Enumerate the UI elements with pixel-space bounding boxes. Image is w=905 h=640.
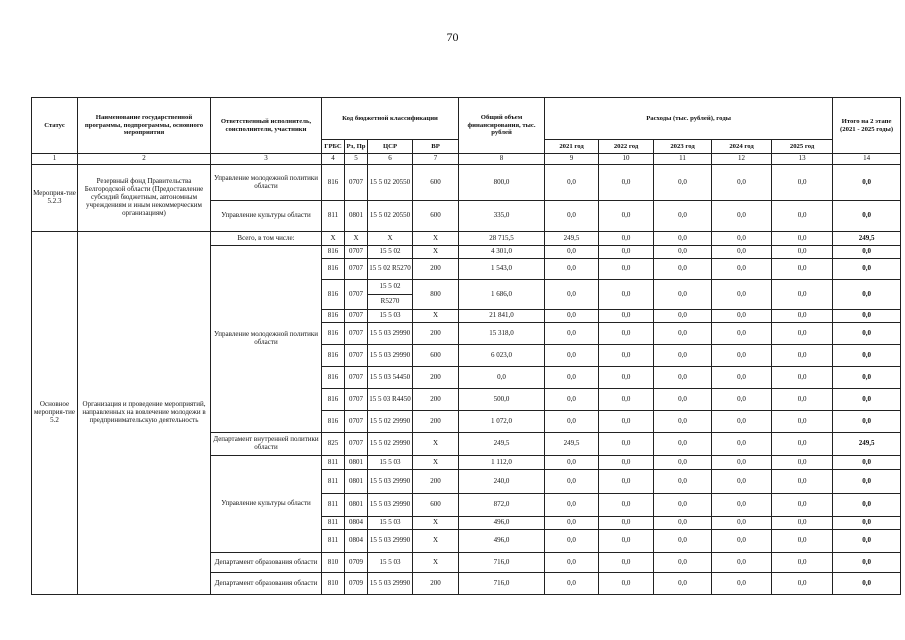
- year-2022-cell: 0,0: [599, 411, 654, 433]
- grbs-cell: 811: [322, 494, 345, 517]
- grbs-cell: 816: [322, 165, 345, 201]
- table-row: [32, 232, 901, 246]
- year-2025-cell: 0,0: [772, 456, 833, 470]
- total-cell: 4 301,0: [459, 246, 545, 259]
- year-2021-cell: 0,0: [545, 280, 599, 310]
- grbs-cell: 816: [322, 259, 345, 280]
- grbs-cell: 816: [322, 411, 345, 433]
- vr-cell: Х: [413, 433, 459, 456]
- year-2023-cell: 0,0: [654, 517, 712, 530]
- year-2023-cell: 0,0: [654, 259, 712, 280]
- rzpr-cell: 0707: [345, 433, 368, 456]
- year-2022-cell: 0,0: [599, 345, 654, 367]
- year-2023-cell: 0,0: [654, 165, 712, 201]
- header-2024: 2024 год: [712, 140, 772, 154]
- year-2025-cell: 0,0: [772, 553, 833, 573]
- year-2023-cell: 0,0: [654, 494, 712, 517]
- year-2021-cell: 0,0: [545, 411, 599, 433]
- vr-cell: 600: [413, 494, 459, 517]
- grbs-cell: 811: [322, 201, 345, 232]
- vr-cell: 200: [413, 411, 459, 433]
- csr-cell: 15 5 03 R4450: [368, 389, 413, 411]
- year-2024-cell: 0,0: [712, 201, 772, 232]
- itogo-cell: 0,0: [833, 310, 901, 323]
- year-2021-cell: 249,5: [545, 433, 599, 456]
- year-2024-cell: 0,0: [712, 232, 772, 246]
- year-2024-cell: 0,0: [712, 411, 772, 433]
- itogo-cell: 0,0: [833, 456, 901, 470]
- year-2025-cell: 0,0: [772, 389, 833, 411]
- year-2025-cell: 0,0: [772, 201, 833, 232]
- rzpr-cell: 0707: [345, 389, 368, 411]
- rzpr-cell: 0707: [345, 259, 368, 280]
- total-cell: 800,0: [459, 165, 545, 201]
- year-2021-cell: 0,0: [545, 201, 599, 232]
- header-itogo: Итого на 2 этапе (2021 - 2025 годы): [833, 98, 901, 154]
- year-2022-cell: 0,0: [599, 165, 654, 201]
- year-2021-cell: 0,0: [545, 573, 599, 595]
- rzpr-cell: 0707: [345, 367, 368, 389]
- itogo-cell: 0,0: [833, 389, 901, 411]
- year-2021-cell: 249,5: [545, 232, 599, 246]
- year-2022-cell: 0,0: [599, 573, 654, 595]
- total-cell: 240,0: [459, 470, 545, 494]
- total-cell: 1 072,0: [459, 411, 545, 433]
- rzpr-cell: 0801: [345, 494, 368, 517]
- year-2025-cell: 0,0: [772, 517, 833, 530]
- rzpr-cell: Х: [345, 232, 368, 246]
- column-number: 5: [345, 154, 368, 165]
- total-cell: 1 112,0: [459, 456, 545, 470]
- year-2021-cell: 0,0: [545, 517, 599, 530]
- column-number: 8: [459, 154, 545, 165]
- column-number: 12: [712, 154, 772, 165]
- vr-cell: Х: [413, 530, 459, 553]
- column-number: 1: [32, 154, 78, 165]
- year-2025-cell: 0,0: [772, 433, 833, 456]
- year-2023-cell: 0,0: [654, 201, 712, 232]
- itogo-cell: 0,0: [833, 494, 901, 517]
- program-name-cell: Резервный фонд Правительства Белгородской области (Предоставление субсидий бюджетным, автономным учреждениям и иным некоммерческим организациям): [78, 165, 211, 232]
- year-2024-cell: 0,0: [712, 456, 772, 470]
- total-cell: 21 841,0: [459, 310, 545, 323]
- year-2025-cell: 0,0: [772, 310, 833, 323]
- rzpr-cell: 0707: [345, 280, 368, 310]
- itogo-cell: 0,0: [833, 246, 901, 259]
- year-2021-cell: 0,0: [545, 530, 599, 553]
- csr-cell: 15 5 03 29990: [368, 345, 413, 367]
- year-2021-cell: 0,0: [545, 165, 599, 201]
- csr-cell: 15 5 02 R5270: [368, 259, 413, 280]
- table-row: [32, 165, 901, 201]
- year-2024-cell: 0,0: [712, 433, 772, 456]
- itogo-cell: 0,0: [833, 165, 901, 201]
- year-2024-cell: 0,0: [712, 165, 772, 201]
- csr-cell: R5270: [368, 295, 413, 310]
- csr-cell: 15 5 03 29990: [368, 323, 413, 345]
- vr-cell: 600: [413, 201, 459, 232]
- grbs-cell: 811: [322, 470, 345, 494]
- year-2023-cell: 0,0: [654, 232, 712, 246]
- year-2022-cell: 0,0: [599, 517, 654, 530]
- grbs-cell: 811: [322, 517, 345, 530]
- year-2022-cell: 0,0: [599, 323, 654, 345]
- csr-cell: 15 5 03: [368, 517, 413, 530]
- csr-cell: 15 5 03 54450: [368, 367, 413, 389]
- header-expenses: Расходы (тыс. рублей), годы: [545, 98, 833, 140]
- vr-cell: 200: [413, 259, 459, 280]
- header-total-volume: Общий объем финансирования, тыс. рублей: [459, 98, 545, 154]
- year-2024-cell: 0,0: [712, 259, 772, 280]
- total-cell: 496,0: [459, 530, 545, 553]
- year-2024-cell: 0,0: [712, 389, 772, 411]
- responsible-cell: Департамент внутренней политики области: [211, 433, 322, 456]
- column-number: 10: [599, 154, 654, 165]
- status-cell: Мероприя-тие 5.2.3: [32, 165, 78, 232]
- responsible-cell: Департамент образования области: [211, 553, 322, 573]
- itogo-cell: 0,0: [833, 259, 901, 280]
- year-2024-cell: 0,0: [712, 573, 772, 595]
- year-2024-cell: 0,0: [712, 494, 772, 517]
- grbs-cell: 816: [322, 280, 345, 310]
- rzpr-cell: 0801: [345, 201, 368, 232]
- csr-cell: 15 5 02 29990: [368, 433, 413, 456]
- csr-cell: 15 5 02 20550: [368, 165, 413, 201]
- total-cell: 872,0: [459, 494, 545, 517]
- year-2021-cell: 0,0: [545, 389, 599, 411]
- responsible-cell: Управление культуры области: [211, 456, 322, 553]
- grbs-cell: 816: [322, 389, 345, 411]
- csr-cell: 15 5 02: [368, 246, 413, 259]
- budget-table: [31, 97, 901, 595]
- itogo-cell: 0,0: [833, 323, 901, 345]
- column-number: 2: [78, 154, 211, 165]
- column-number: 14: [833, 154, 901, 165]
- year-2021-cell: 0,0: [545, 323, 599, 345]
- year-2025-cell: 0,0: [772, 530, 833, 553]
- itogo-cell: 0,0: [833, 573, 901, 595]
- year-2022-cell: 0,0: [599, 456, 654, 470]
- year-2023-cell: 0,0: [654, 323, 712, 345]
- year-2022-cell: 0,0: [599, 246, 654, 259]
- year-2023-cell: 0,0: [654, 389, 712, 411]
- year-2025-cell: 0,0: [772, 259, 833, 280]
- year-2021-cell: 0,0: [545, 456, 599, 470]
- header-2025: 2025 год: [772, 140, 833, 154]
- vr-cell: 600: [413, 345, 459, 367]
- responsible-cell: Управление молодежной политики области: [211, 246, 322, 433]
- year-2021-cell: 0,0: [545, 553, 599, 573]
- rzpr-cell: 0709: [345, 573, 368, 595]
- year-2021-cell: 0,0: [545, 367, 599, 389]
- itogo-cell: 0,0: [833, 411, 901, 433]
- csr-cell: 15 5 02 20550: [368, 201, 413, 232]
- year-2022-cell: 0,0: [599, 259, 654, 280]
- itogo-cell: 0,0: [833, 530, 901, 553]
- year-2023-cell: 0,0: [654, 573, 712, 595]
- year-2025-cell: 0,0: [772, 470, 833, 494]
- vr-cell: Х: [413, 517, 459, 530]
- year-2025-cell: 0,0: [772, 345, 833, 367]
- year-2025-cell: 0,0: [772, 494, 833, 517]
- vr-cell: 600: [413, 165, 459, 201]
- csr-cell: 15 5 03 29990: [368, 494, 413, 517]
- header-rzpr: Рз, Пр: [345, 140, 368, 154]
- year-2024-cell: 0,0: [712, 367, 772, 389]
- rzpr-cell: 0801: [345, 456, 368, 470]
- year-2023-cell: 0,0: [654, 470, 712, 494]
- total-cell: 15 318,0: [459, 323, 545, 345]
- year-2022-cell: 0,0: [599, 433, 654, 456]
- responsible-cell: Всего, в том числе:: [211, 232, 322, 246]
- rzpr-cell: 0707: [345, 323, 368, 345]
- header-responsible: Ответственный исполнитель, соисполнители, участники: [211, 98, 322, 154]
- status-cell: Основное мероприя-тие 5.2: [32, 232, 78, 595]
- year-2023-cell: 0,0: [654, 310, 712, 323]
- grbs-cell: 816: [322, 345, 345, 367]
- itogo-cell: 0,0: [833, 367, 901, 389]
- vr-cell: 200: [413, 367, 459, 389]
- header-2022: 2022 год: [599, 140, 654, 154]
- rzpr-cell: 0707: [345, 345, 368, 367]
- year-2023-cell: 0,0: [654, 280, 712, 310]
- column-number: 3: [211, 154, 322, 165]
- header-2021: 2021 год: [545, 140, 599, 154]
- responsible-cell: Департамент образования области: [211, 573, 322, 595]
- grbs-cell: 816: [322, 246, 345, 259]
- rzpr-cell: 0804: [345, 517, 368, 530]
- csr-cell: 15 5 03: [368, 310, 413, 323]
- year-2022-cell: 0,0: [599, 494, 654, 517]
- total-cell: 249,5: [459, 433, 545, 456]
- year-2025-cell: 0,0: [772, 165, 833, 201]
- year-2022-cell: 0,0: [599, 530, 654, 553]
- column-number: 6: [368, 154, 413, 165]
- year-2025-cell: 0,0: [772, 246, 833, 259]
- year-2025-cell: 0,0: [772, 367, 833, 389]
- year-2024-cell: 0,0: [712, 246, 772, 259]
- responsible-cell: Управление молодежной политики области: [211, 165, 322, 201]
- csr-cell: 15 5 03: [368, 553, 413, 573]
- year-2024-cell: 0,0: [712, 345, 772, 367]
- year-2024-cell: 0,0: [712, 280, 772, 310]
- column-number: 4: [322, 154, 345, 165]
- header-budget-code: Код бюджетной классификации: [322, 98, 459, 140]
- csr-cell: 15 5 03: [368, 456, 413, 470]
- year-2023-cell: 0,0: [654, 246, 712, 259]
- grbs-cell: 816: [322, 367, 345, 389]
- itogo-cell: 249,5: [833, 433, 901, 456]
- year-2022-cell: 0,0: [599, 367, 654, 389]
- csr-cell: 15 5 03 29990: [368, 470, 413, 494]
- total-cell: 500,0: [459, 389, 545, 411]
- column-number: 11: [654, 154, 712, 165]
- year-2021-cell: 0,0: [545, 470, 599, 494]
- page-number: 70: [446, 30, 459, 44]
- year-2022-cell: 0,0: [599, 310, 654, 323]
- year-2024-cell: 0,0: [712, 470, 772, 494]
- year-2021-cell: 0,0: [545, 246, 599, 259]
- itogo-cell: 0,0: [833, 553, 901, 573]
- csr-cell: Х: [368, 232, 413, 246]
- year-2021-cell: 0,0: [545, 345, 599, 367]
- column-number-row: [32, 154, 901, 165]
- year-2024-cell: 0,0: [712, 553, 772, 573]
- csr-cell: 15 5 03 29990: [368, 530, 413, 553]
- year-2023-cell: 0,0: [654, 345, 712, 367]
- itogo-cell: 0,0: [833, 517, 901, 530]
- year-2024-cell: 0,0: [712, 323, 772, 345]
- csr-cell: 15 5 02 29990: [368, 411, 413, 433]
- total-cell: 1 686,0: [459, 280, 545, 310]
- rzpr-cell: 0707: [345, 246, 368, 259]
- year-2022-cell: 0,0: [599, 470, 654, 494]
- itogo-cell: 0,0: [833, 201, 901, 232]
- year-2023-cell: 0,0: [654, 530, 712, 553]
- year-2022-cell: 0,0: [599, 201, 654, 232]
- total-cell: 0,0: [459, 367, 545, 389]
- vr-cell: Х: [413, 246, 459, 259]
- grbs-cell: 810: [322, 573, 345, 595]
- grbs-cell: 810: [322, 553, 345, 573]
- rzpr-cell: 0707: [345, 411, 368, 433]
- total-cell: 335,0: [459, 201, 545, 232]
- header-vr: ВР: [413, 140, 459, 154]
- csr-cell: 15 5 03 29990: [368, 573, 413, 595]
- year-2021-cell: 0,0: [545, 310, 599, 323]
- grbs-cell: 816: [322, 310, 345, 323]
- grbs-cell: 811: [322, 456, 345, 470]
- vr-cell: 200: [413, 573, 459, 595]
- year-2025-cell: 0,0: [772, 323, 833, 345]
- total-cell: 716,0: [459, 573, 545, 595]
- csr-cell: 15 5 02: [368, 280, 413, 295]
- year-2021-cell: 0,0: [545, 494, 599, 517]
- program-name-cell: Организация и проведение мероприятий, направленных на вовлечение молодежи в предпринимательскую деятельность: [78, 232, 211, 595]
- year-2024-cell: 0,0: [712, 517, 772, 530]
- total-cell: 28 715,5: [459, 232, 545, 246]
- rzpr-cell: 0709: [345, 553, 368, 573]
- grbs-cell: 825: [322, 433, 345, 456]
- vr-cell: 800: [413, 280, 459, 310]
- year-2023-cell: 0,0: [654, 456, 712, 470]
- year-2023-cell: 0,0: [654, 433, 712, 456]
- vr-cell: 200: [413, 389, 459, 411]
- year-2021-cell: 0,0: [545, 259, 599, 280]
- year-2023-cell: 0,0: [654, 411, 712, 433]
- itogo-cell: 0,0: [833, 470, 901, 494]
- year-2022-cell: 0,0: [599, 553, 654, 573]
- year-2025-cell: 0,0: [772, 280, 833, 310]
- vr-cell: Х: [413, 456, 459, 470]
- rzpr-cell: 0804: [345, 530, 368, 553]
- header-grbs: ГРБС: [322, 140, 345, 154]
- grbs-cell: Х: [322, 232, 345, 246]
- year-2022-cell: 0,0: [599, 280, 654, 310]
- header-csr: ЦСР: [368, 140, 413, 154]
- year-2022-cell: 0,0: [599, 389, 654, 411]
- responsible-cell: Управление культуры области: [211, 201, 322, 232]
- total-cell: 6 023,0: [459, 345, 545, 367]
- vr-cell: Х: [413, 310, 459, 323]
- total-cell: 716,0: [459, 553, 545, 573]
- year-2024-cell: 0,0: [712, 310, 772, 323]
- column-number: 9: [545, 154, 599, 165]
- header-2023: 2023 год: [654, 140, 712, 154]
- column-number: 7: [413, 154, 459, 165]
- year-2022-cell: 0,0: [599, 232, 654, 246]
- grbs-cell: 816: [322, 323, 345, 345]
- year-2025-cell: 0,0: [772, 411, 833, 433]
- vr-cell: 200: [413, 323, 459, 345]
- rzpr-cell: 0707: [345, 310, 368, 323]
- vr-cell: Х: [413, 232, 459, 246]
- rzpr-cell: 0707: [345, 165, 368, 201]
- itogo-cell: 0,0: [833, 345, 901, 367]
- year-2025-cell: 0,0: [772, 573, 833, 595]
- total-cell: 1 543,0: [459, 259, 545, 280]
- grbs-cell: 811: [322, 530, 345, 553]
- header-program: Наименование государственной программы, подпрограммы, основного мероприятия: [78, 98, 211, 154]
- rzpr-cell: 0801: [345, 470, 368, 494]
- column-number: 13: [772, 154, 833, 165]
- itogo-cell: 249,5: [833, 232, 901, 246]
- total-cell: 496,0: [459, 517, 545, 530]
- year-2023-cell: 0,0: [654, 367, 712, 389]
- year-2023-cell: 0,0: [654, 553, 712, 573]
- year-2024-cell: 0,0: [712, 530, 772, 553]
- itogo-cell: 0,0: [833, 280, 901, 310]
- vr-cell: Х: [413, 553, 459, 573]
- year-2025-cell: 0,0: [772, 232, 833, 246]
- vr-cell: 200: [413, 470, 459, 494]
- header-status: Статус: [32, 98, 78, 154]
